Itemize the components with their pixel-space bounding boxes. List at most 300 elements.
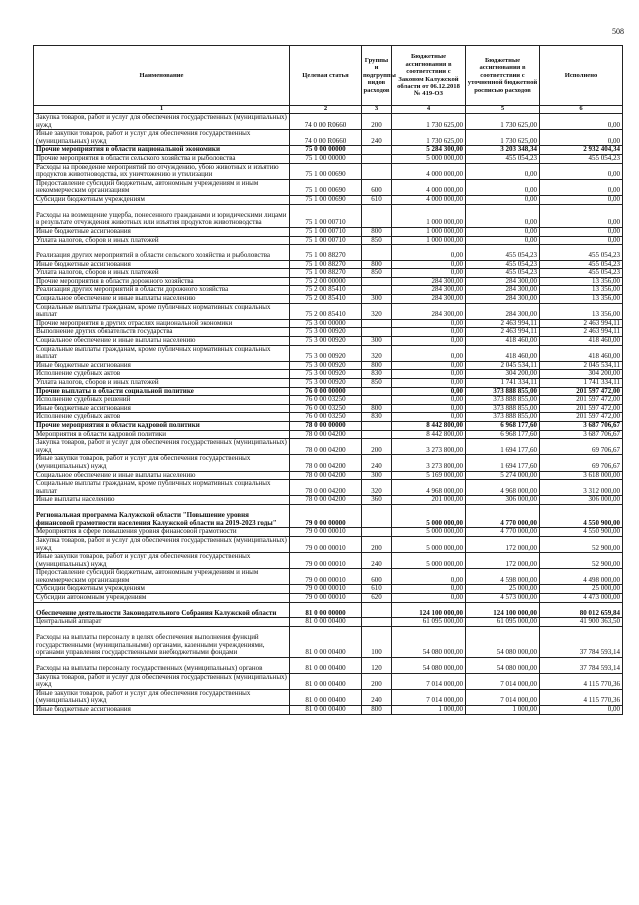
row-name-cell: Расходы на выплаты персоналу государственных (муниципальных) органов [34, 658, 290, 674]
row-expense-group-cell [362, 154, 392, 163]
row-law-amount-cell: 0,00 [392, 396, 466, 405]
row-name-cell: Региональная программа Калужской области "Повышение уровня финансовой грамотности населения Калужской области на 2019-2023 годы" [34, 504, 290, 527]
row-name-cell: Иные закупки товаров, работ и услуг для обеспечения государственных (муниципальных) нужд [34, 130, 290, 146]
row-target-article-cell: 75 3 00 00920 [290, 328, 362, 337]
row-name-cell: Прочие мероприятия в области дорожного хозяйства [34, 277, 290, 286]
budget-table [33, 45, 623, 715]
col-header-name: Наименование [34, 46, 290, 106]
row-name-cell: Расходы на возмещение ущерба, понесенного гражданами и юридическими лицами в результате отчуждения животных или изъятия продуктов животноводства [34, 204, 290, 227]
row-name-cell: Мероприятия в сфере повышения уровня финансовой грамотности [34, 528, 290, 537]
row-executed-amount-cell: 37 784 593,14 [540, 658, 623, 674]
row-law-amount-cell: 54 080 000,00 [392, 658, 466, 674]
row-target-article-cell: 81 0 00 00000 [290, 602, 362, 618]
row-refined-amount-cell: 2 463 994,11 [466, 319, 540, 328]
row-executed-amount-cell: 4 473 000,00 [540, 594, 623, 603]
row-name-cell: Иные бюджетные ассигнования [34, 706, 290, 715]
row-refined-amount-cell: 4 598 000,00 [466, 569, 540, 585]
row-law-amount-cell: 61 095 000,00 [392, 618, 466, 627]
row-law-amount-cell: 0,00 [392, 260, 466, 269]
row-refined-amount-cell: 1 000,00 [466, 706, 540, 715]
row-law-amount-cell: 0,00 [392, 594, 466, 603]
row-expense-group-cell: 800 [362, 706, 392, 715]
table-row [34, 553, 623, 569]
row-law-amount-cell: 3 273 800,00 [392, 455, 466, 471]
table-row [34, 504, 623, 527]
table-row [34, 337, 623, 346]
row-name-cell: Исполнение судебных актов [34, 413, 290, 422]
table-row [34, 455, 623, 471]
table-row [34, 236, 623, 245]
row-name-cell: Выполнение других обязательств государства [34, 328, 290, 337]
row-law-amount-cell: 1 000,00 [392, 706, 466, 715]
row-target-article-cell: 78 0 00 04200 [290, 496, 362, 505]
row-target-article-cell: 76 0 00 00000 [290, 387, 362, 396]
row-target-article-cell: 75 1 00 00710 [290, 204, 362, 227]
row-law-amount-cell: 0,00 [392, 569, 466, 585]
row-expense-group-cell: 320 [362, 345, 392, 361]
table-row [34, 163, 623, 179]
row-name-cell: Иные бюджетные ассигнования [34, 260, 290, 269]
row-name-cell: Исполнение судебных решений [34, 396, 290, 405]
row-name-cell: Субсидии автономным учреждениям [34, 594, 290, 603]
row-law-amount-cell: 4 000 000,00 [392, 163, 466, 179]
row-refined-amount-cell: 4 573 000,00 [466, 594, 540, 603]
row-name-cell: Социальные выплаты гражданам, кроме публичных нормативных социальных выплат [34, 345, 290, 361]
row-executed-amount-cell: 4 115 770,36 [540, 689, 623, 705]
row-executed-amount-cell: 2 463 994,11 [540, 328, 623, 337]
row-refined-amount-cell: 455 054,23 [466, 269, 540, 278]
row-name-cell: Закупка товаров, работ и услуг для обеспечения государственных (муниципальных) нужд [34, 536, 290, 552]
row-executed-amount-cell: 3 312 000,00 [540, 480, 623, 496]
row-target-article-cell: 75 3 00 00000 [290, 319, 362, 328]
row-law-amount-cell: 284 300,00 [392, 295, 466, 304]
row-expense-group-cell [362, 277, 392, 286]
row-expense-group-cell: 600 [362, 179, 392, 195]
row-target-article-cell: 79 0 00 00010 [290, 585, 362, 594]
row-name-cell: Исполнение судебных актов [34, 370, 290, 379]
row-law-amount-cell: 4 000 000,00 [392, 179, 466, 195]
row-refined-amount-cell: 0,00 [466, 236, 540, 245]
row-target-article-cell: 78 0 00 04200 [290, 439, 362, 455]
row-expense-group-cell [362, 430, 392, 439]
row-refined-amount-cell: 5 274 000,00 [466, 471, 540, 480]
row-name-cell: Социальное обеспечение и иные выплаты населению [34, 471, 290, 480]
row-refined-amount-cell: 0,00 [466, 204, 540, 227]
row-name-cell: Иные бюджетные ассигнования [34, 227, 290, 236]
row-executed-amount-cell: 41 900 363,50 [540, 618, 623, 627]
row-law-amount-cell: 0,00 [392, 413, 466, 422]
row-executed-amount-cell: 0,00 [540, 163, 623, 179]
table-row [34, 569, 623, 585]
row-name-cell: Прочие мероприятия в области национальной экономики [34, 146, 290, 155]
row-expense-group-cell [362, 163, 392, 179]
row-expense-group-cell: 200 [362, 673, 392, 689]
row-name-cell: Иные закупки товаров, работ и услуг для обеспечения государственных (муниципальных) нужд [34, 689, 290, 705]
row-executed-amount-cell: 13 356,00 [540, 303, 623, 319]
row-refined-amount-cell: 124 100 000,00 [466, 602, 540, 618]
row-target-article-cell: 81 0 00 00400 [290, 618, 362, 627]
row-name-cell: Реализация других мероприятий в области сельского хозяйства и рыболовства [34, 245, 290, 261]
row-refined-amount-cell: 304 200,00 [466, 370, 540, 379]
row-law-amount-cell: 124 100 000,00 [392, 602, 466, 618]
header-row [34, 46, 623, 106]
row-executed-amount-cell: 69 706,67 [540, 439, 623, 455]
row-expense-group-cell [362, 146, 392, 155]
row-target-article-cell: 75 3 00 00920 [290, 361, 362, 370]
row-law-amount-cell: 5 000 000,00 [392, 154, 466, 163]
table-row [34, 496, 623, 505]
row-refined-amount-cell: 4 968 000,00 [466, 480, 540, 496]
row-target-article-cell: 78 0 00 00000 [290, 421, 362, 430]
row-executed-amount-cell: 0,00 [540, 204, 623, 227]
col-number: 5 [466, 106, 540, 114]
row-target-article-cell: 75 1 00 88270 [290, 260, 362, 269]
row-refined-amount-cell: 61 095 000,00 [466, 618, 540, 627]
row-name-cell: Иные выплаты населению [34, 496, 290, 505]
row-law-amount-cell: 201 000,00 [392, 496, 466, 505]
row-target-article-cell: 75 1 00 00710 [290, 227, 362, 236]
row-target-article-cell: 81 0 00 00400 [290, 706, 362, 715]
table-row [34, 439, 623, 455]
row-name-cell: Уплата налогов, сборов и иных платежей [34, 379, 290, 388]
table-row [34, 594, 623, 603]
row-expense-group-cell: 120 [362, 658, 392, 674]
table-row [34, 154, 623, 163]
row-name-cell: Обеспечение деятельности Законодательного Собрания Калужской области [34, 602, 290, 618]
row-executed-amount-cell: 13 356,00 [540, 295, 623, 304]
row-law-amount-cell: 0,00 [392, 379, 466, 388]
row-executed-amount-cell: 418 460,00 [540, 337, 623, 346]
row-refined-amount-cell: 172 000,00 [466, 553, 540, 569]
row-target-article-cell: 79 0 00 00000 [290, 504, 362, 527]
row-executed-amount-cell: 4 115 770,36 [540, 673, 623, 689]
row-target-article-cell: 76 0 00 03250 [290, 404, 362, 413]
row-target-article-cell: 81 0 00 00400 [290, 626, 362, 657]
row-expense-group-cell: 610 [362, 585, 392, 594]
row-law-amount-cell: 5 000 000,00 [392, 504, 466, 527]
row-target-article-cell: 75 3 00 00920 [290, 345, 362, 361]
row-target-article-cell: 75 1 00 00710 [290, 236, 362, 245]
row-law-amount-cell: 0,00 [392, 345, 466, 361]
row-executed-amount-cell: 1 741 334,11 [540, 379, 623, 388]
row-refined-amount-cell: 172 000,00 [466, 536, 540, 552]
row-target-article-cell: 79 0 00 00010 [290, 536, 362, 552]
table-row [34, 179, 623, 195]
row-refined-amount-cell: 284 300,00 [466, 286, 540, 295]
row-executed-amount-cell: 52 900,00 [540, 536, 623, 552]
table-row [34, 689, 623, 705]
row-refined-amount-cell: 284 300,00 [466, 277, 540, 286]
row-name-cell: Расходы на проведение мероприятий по отчуждению, убою животных и изъятию продуктов животноводства, их уничтожению и утилизации [34, 163, 290, 179]
row-expense-group-cell: 610 [362, 195, 392, 204]
row-expense-group-cell: 320 [362, 303, 392, 319]
row-executed-amount-cell: 37 784 593,14 [540, 626, 623, 657]
row-name-cell: Социальные выплаты гражданам, кроме публичных нормативных социальных выплат [34, 303, 290, 319]
row-law-amount-cell: 0,00 [392, 328, 466, 337]
table-row [34, 379, 623, 388]
row-name-cell: Закупка товаров, работ и услуг для обеспечения государственных (муниципальных) нужд [34, 673, 290, 689]
row-target-article-cell: 75 2 00 85410 [290, 295, 362, 304]
row-expense-group-cell: 800 [362, 361, 392, 370]
row-refined-amount-cell: 455 054,23 [466, 154, 540, 163]
row-executed-amount-cell: 306 000,00 [540, 496, 623, 505]
row-refined-amount-cell: 306 000,00 [466, 496, 540, 505]
row-refined-amount-cell: 1 694 177,60 [466, 455, 540, 471]
row-law-amount-cell: 0,00 [392, 370, 466, 379]
row-expense-group-cell: 800 [362, 404, 392, 413]
row-law-amount-cell: 0,00 [392, 585, 466, 594]
row-refined-amount-cell: 7 014 000,00 [466, 689, 540, 705]
row-expense-group-cell: 830 [362, 413, 392, 422]
row-name-cell: Мероприятия в области кадровой политики [34, 430, 290, 439]
row-name-cell: Прочие выплаты в области социальной политике [34, 387, 290, 396]
row-expense-group-cell [362, 528, 392, 537]
row-name-cell: Субсидии бюджетным учреждениям [34, 585, 290, 594]
row-executed-amount-cell: 418 460,00 [540, 345, 623, 361]
row-expense-group-cell: 850 [362, 236, 392, 245]
col-header-refined-allocations: Бюджетные ассигнования в соответствии с уточненной бюджетной росписью расходов [466, 46, 540, 106]
row-target-article-cell: 76 0 00 03250 [290, 413, 362, 422]
row-name-cell: Иные закупки товаров, работ и услуг для обеспечения государственных (муниципальных) нужд [34, 553, 290, 569]
row-refined-amount-cell: 373 888 855,00 [466, 404, 540, 413]
table-row [34, 626, 623, 657]
row-target-article-cell: 79 0 00 00010 [290, 594, 362, 603]
row-executed-amount-cell: 25 000,00 [540, 585, 623, 594]
row-name-cell: Субсидии бюджетным учреждениям [34, 195, 290, 204]
row-executed-amount-cell: 13 356,00 [540, 286, 623, 295]
row-target-article-cell: 78 0 00 04200 [290, 480, 362, 496]
row-executed-amount-cell: 3 618 000,00 [540, 471, 623, 480]
row-refined-amount-cell: 2 463 994,11 [466, 328, 540, 337]
row-target-article-cell: 75 1 00 00690 [290, 179, 362, 195]
row-executed-amount-cell: 4 550 900,00 [540, 528, 623, 537]
page-number: 508 [612, 27, 624, 36]
row-refined-amount-cell: 0,00 [466, 195, 540, 204]
row-executed-amount-cell: 304 200,00 [540, 370, 623, 379]
table-row [34, 114, 623, 130]
row-refined-amount-cell: 0,00 [466, 227, 540, 236]
row-refined-amount-cell: 54 080 000,00 [466, 626, 540, 657]
row-executed-amount-cell: 2 932 404,34 [540, 146, 623, 155]
row-target-article-cell: 75 1 00 00690 [290, 195, 362, 204]
row-executed-amount-cell: 0,00 [540, 114, 623, 130]
table-row [34, 602, 623, 618]
row-target-article-cell: 75 1 00 00690 [290, 163, 362, 179]
row-law-amount-cell: 284 300,00 [392, 303, 466, 319]
row-expense-group-cell: 200 [362, 114, 392, 130]
row-name-cell: Уплата налогов, сборов и иных платежей [34, 236, 290, 245]
table-row [34, 706, 623, 715]
row-refined-amount-cell: 0,00 [466, 163, 540, 179]
row-refined-amount-cell: 4 770 000,00 [466, 504, 540, 527]
row-name-cell: Прочие мероприятия в области кадровой политики [34, 421, 290, 430]
row-refined-amount-cell: 6 968 177,60 [466, 421, 540, 430]
row-expense-group-cell: 320 [362, 480, 392, 496]
row-name-cell: Социальное обеспечение и иные выплаты населению [34, 337, 290, 346]
row-law-amount-cell: 0,00 [392, 361, 466, 370]
table-row [34, 204, 623, 227]
table-row [34, 245, 623, 261]
row-refined-amount-cell: 284 300,00 [466, 295, 540, 304]
row-expense-group-cell: 620 [362, 594, 392, 603]
row-refined-amount-cell: 3 203 348,34 [466, 146, 540, 155]
row-executed-amount-cell: 455 054,23 [540, 245, 623, 261]
row-target-article-cell: 74 0 00 R0660 [290, 114, 362, 130]
row-target-article-cell: 75 1 00 88270 [290, 269, 362, 278]
row-name-cell: Социальное обеспечение и иные выплаты населению [34, 295, 290, 304]
row-target-article-cell: 75 3 00 00920 [290, 379, 362, 388]
row-target-article-cell: 79 0 00 00010 [290, 553, 362, 569]
col-header-expense-groups: Группы и подгруппы видов расходов [362, 46, 392, 106]
row-law-amount-cell: 5 000 000,00 [392, 528, 466, 537]
row-law-amount-cell: 3 273 800,00 [392, 439, 466, 455]
table-row [34, 536, 623, 552]
row-law-amount-cell: 7 014 000,00 [392, 689, 466, 705]
row-refined-amount-cell: 373 888 855,00 [466, 413, 540, 422]
row-target-article-cell: 75 2 00 85410 [290, 303, 362, 319]
row-law-amount-cell: 8 442 800,00 [392, 421, 466, 430]
row-refined-amount-cell: 284 300,00 [466, 303, 540, 319]
row-executed-amount-cell: 0,00 [540, 179, 623, 195]
row-law-amount-cell: 1 000 000,00 [392, 227, 466, 236]
row-expense-group-cell [362, 602, 392, 618]
row-executed-amount-cell: 201 597 472,00 [540, 404, 623, 413]
row-expense-group-cell: 850 [362, 379, 392, 388]
row-expense-group-cell: 800 [362, 260, 392, 269]
col-number: 4 [392, 106, 466, 114]
row-law-amount-cell: 1 730 625,00 [392, 130, 466, 146]
row-executed-amount-cell: 201 597 472,00 [540, 396, 623, 405]
row-refined-amount-cell: 1 730 625,00 [466, 114, 540, 130]
row-law-amount-cell: 0,00 [392, 319, 466, 328]
table-row [34, 618, 623, 627]
row-law-amount-cell: 7 014 000,00 [392, 673, 466, 689]
row-refined-amount-cell: 2 045 534,11 [466, 361, 540, 370]
table-row [34, 227, 623, 236]
row-target-article-cell: 78 0 00 04200 [290, 455, 362, 471]
row-law-amount-cell: 5 000 000,00 [392, 536, 466, 552]
row-target-article-cell: 79 0 00 00010 [290, 528, 362, 537]
row-executed-amount-cell: 3 687 706,67 [540, 430, 623, 439]
row-law-amount-cell: 1 730 625,00 [392, 114, 466, 130]
row-executed-amount-cell: 3 687 706,67 [540, 421, 623, 430]
row-executed-amount-cell: 4 498 000,00 [540, 569, 623, 585]
row-law-amount-cell: 1 000 000,00 [392, 236, 466, 245]
row-name-cell: Иные закупки товаров, работ и услуг для обеспечения государственных (муниципальных) нужд [34, 455, 290, 471]
table-row [34, 345, 623, 361]
row-refined-amount-cell: 1 741 334,11 [466, 379, 540, 388]
row-target-article-cell: 75 3 00 00920 [290, 337, 362, 346]
row-refined-amount-cell: 0,00 [466, 179, 540, 195]
row-executed-amount-cell: 455 054,23 [540, 260, 623, 269]
row-expense-group-cell [362, 319, 392, 328]
row-refined-amount-cell: 7 014 000,00 [466, 673, 540, 689]
row-expense-group-cell [362, 204, 392, 227]
row-expense-group-cell: 240 [362, 455, 392, 471]
row-expense-group-cell [362, 387, 392, 396]
row-executed-amount-cell: 52 900,00 [540, 553, 623, 569]
row-law-amount-cell: 5 000 000,00 [392, 553, 466, 569]
row-target-article-cell: 75 1 00 00000 [290, 154, 362, 163]
table-row [34, 673, 623, 689]
row-executed-amount-cell: 80 012 659,84 [540, 602, 623, 618]
row-executed-amount-cell: 69 706,67 [540, 455, 623, 471]
row-target-article-cell: 75 2 00 00000 [290, 277, 362, 286]
row-name-cell: Предоставление субсидий бюджетным, автономным учреждениям и иным некоммерческим организациям [34, 179, 290, 195]
row-name-cell: Предоставление субсидий бюджетным, автономным учреждениям и иным некоммерческим организациям [34, 569, 290, 585]
row-executed-amount-cell: 0,00 [540, 706, 623, 715]
row-executed-amount-cell: 13 356,00 [540, 277, 623, 286]
row-target-article-cell: 78 0 00 04200 [290, 430, 362, 439]
row-law-amount-cell: 284 300,00 [392, 277, 466, 286]
row-name-cell: Прочие мероприятия в области сельского хозяйства и рыболовства [34, 154, 290, 163]
row-target-article-cell: 81 0 00 00400 [290, 689, 362, 705]
row-target-article-cell: 75 0 00 00000 [290, 146, 362, 155]
row-expense-group-cell: 800 [362, 227, 392, 236]
row-target-article-cell: 81 0 00 00400 [290, 673, 362, 689]
row-law-amount-cell: 4 000 000,00 [392, 195, 466, 204]
row-executed-amount-cell: 201 597 472,00 [540, 413, 623, 422]
row-refined-amount-cell: 4 770 000,00 [466, 528, 540, 537]
row-refined-amount-cell: 25 000,00 [466, 585, 540, 594]
col-header-executed: Исполнено [540, 46, 623, 106]
row-refined-amount-cell: 6 968 177,60 [466, 430, 540, 439]
row-target-article-cell: 79 0 00 00010 [290, 569, 362, 585]
row-law-amount-cell: 0,00 [392, 269, 466, 278]
row-name-cell: Закупка товаров, работ и услуг для обеспечения государственных (муниципальных) нужд [34, 114, 290, 130]
row-law-amount-cell: 0,00 [392, 387, 466, 396]
row-refined-amount-cell: 54 080 000,00 [466, 658, 540, 674]
row-executed-amount-cell: 0,00 [540, 227, 623, 236]
table-row [34, 480, 623, 496]
row-name-cell: Реализация других мероприятий в области дорожного хозяйства [34, 286, 290, 295]
col-header-law-allocations: Бюджетные ассигнования в соответствии с Законом Калужской области от 06.12.2018 № 419-ОЗ [392, 46, 466, 106]
row-law-amount-cell: 5 169 000,00 [392, 471, 466, 480]
row-expense-group-cell: 300 [362, 295, 392, 304]
col-number: 6 [540, 106, 623, 114]
row-target-article-cell: 78 0 00 04200 [290, 471, 362, 480]
row-name-cell: Уплата налогов, сборов и иных платежей [34, 269, 290, 278]
row-expense-group-cell: 200 [362, 439, 392, 455]
row-expense-group-cell: 830 [362, 370, 392, 379]
row-executed-amount-cell: 0,00 [540, 130, 623, 146]
table-body [34, 114, 623, 715]
row-refined-amount-cell: 455 054,23 [466, 260, 540, 269]
row-refined-amount-cell: 373 888 855,00 [466, 387, 540, 396]
row-expense-group-cell: 360 [362, 496, 392, 505]
row-target-article-cell: 81 0 00 00400 [290, 658, 362, 674]
row-law-amount-cell: 0,00 [392, 337, 466, 346]
row-name-cell: Закупка товаров, работ и услуг для обеспечения государственных (муниципальных) нужд [34, 439, 290, 455]
row-expense-group-cell [362, 421, 392, 430]
row-executed-amount-cell: 2 045 534,11 [540, 361, 623, 370]
row-law-amount-cell: 1 000 000,00 [392, 204, 466, 227]
row-expense-group-cell [362, 245, 392, 261]
row-refined-amount-cell: 1 730 625,00 [466, 130, 540, 146]
row-executed-amount-cell: 455 054,23 [540, 154, 623, 163]
row-target-article-cell: 75 1 00 88270 [290, 245, 362, 261]
row-executed-amount-cell: 0,00 [540, 236, 623, 245]
row-expense-group-cell: 200 [362, 536, 392, 552]
row-expense-group-cell [362, 396, 392, 405]
row-executed-amount-cell: 4 550 900,00 [540, 504, 623, 527]
row-refined-amount-cell: 418 460,00 [466, 337, 540, 346]
row-executed-amount-cell: 0,00 [540, 195, 623, 204]
row-target-article-cell: 76 0 00 03250 [290, 396, 362, 405]
row-law-amount-cell: 0,00 [392, 245, 466, 261]
row-expense-group-cell: 240 [362, 130, 392, 146]
row-expense-group-cell: 100 [362, 626, 392, 657]
